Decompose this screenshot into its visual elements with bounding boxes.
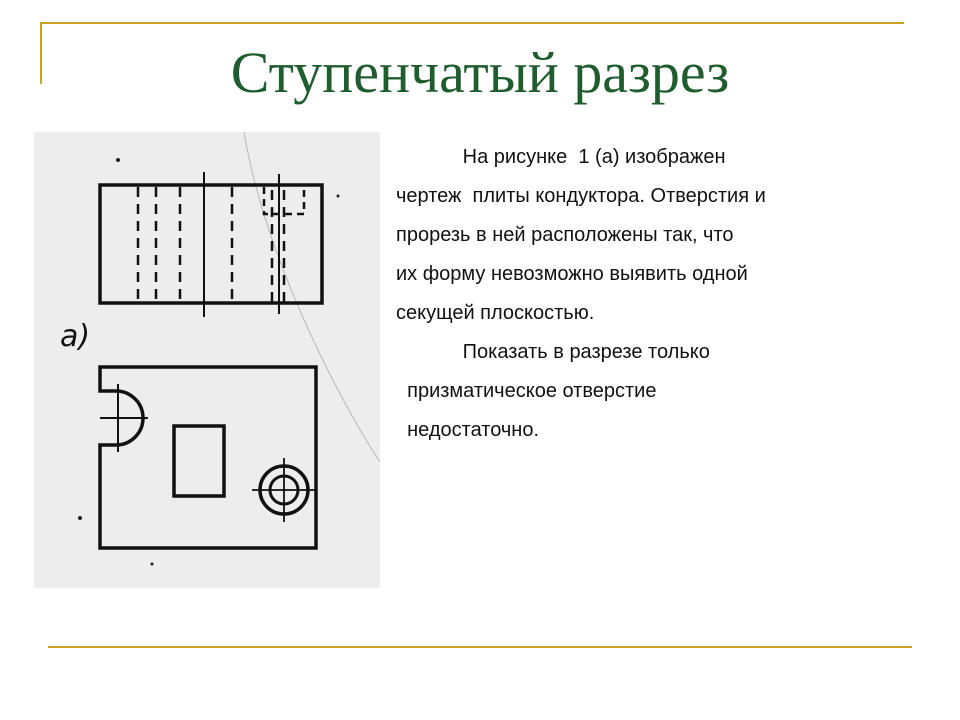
figure-label: а): [60, 319, 91, 354]
scan-background: [34, 132, 380, 588]
body-text: [396, 138, 916, 450]
bottom-rule: [48, 646, 912, 648]
text-line: чертеж плиты кондуктора. Отверстия и: [396, 185, 766, 207]
technical-drawing: [34, 132, 380, 588]
text-line: призматическое отверстие: [396, 380, 657, 402]
text-line: На рисунке 1 (а) изображен: [396, 146, 726, 168]
drawing-figure: [34, 132, 380, 588]
text-line: их форму невозможно выявить одной: [396, 263, 748, 285]
text-line: недостаточно.: [396, 419, 540, 441]
top-rule: [40, 22, 904, 24]
text-line: Показать в разрезе только: [396, 341, 710, 363]
text-line: секущей плоскостью.: [396, 302, 595, 324]
text-line: прорезь в ней расположены так, что: [396, 224, 734, 246]
slide-title: Ступенчатый разрез: [230, 40, 730, 105]
